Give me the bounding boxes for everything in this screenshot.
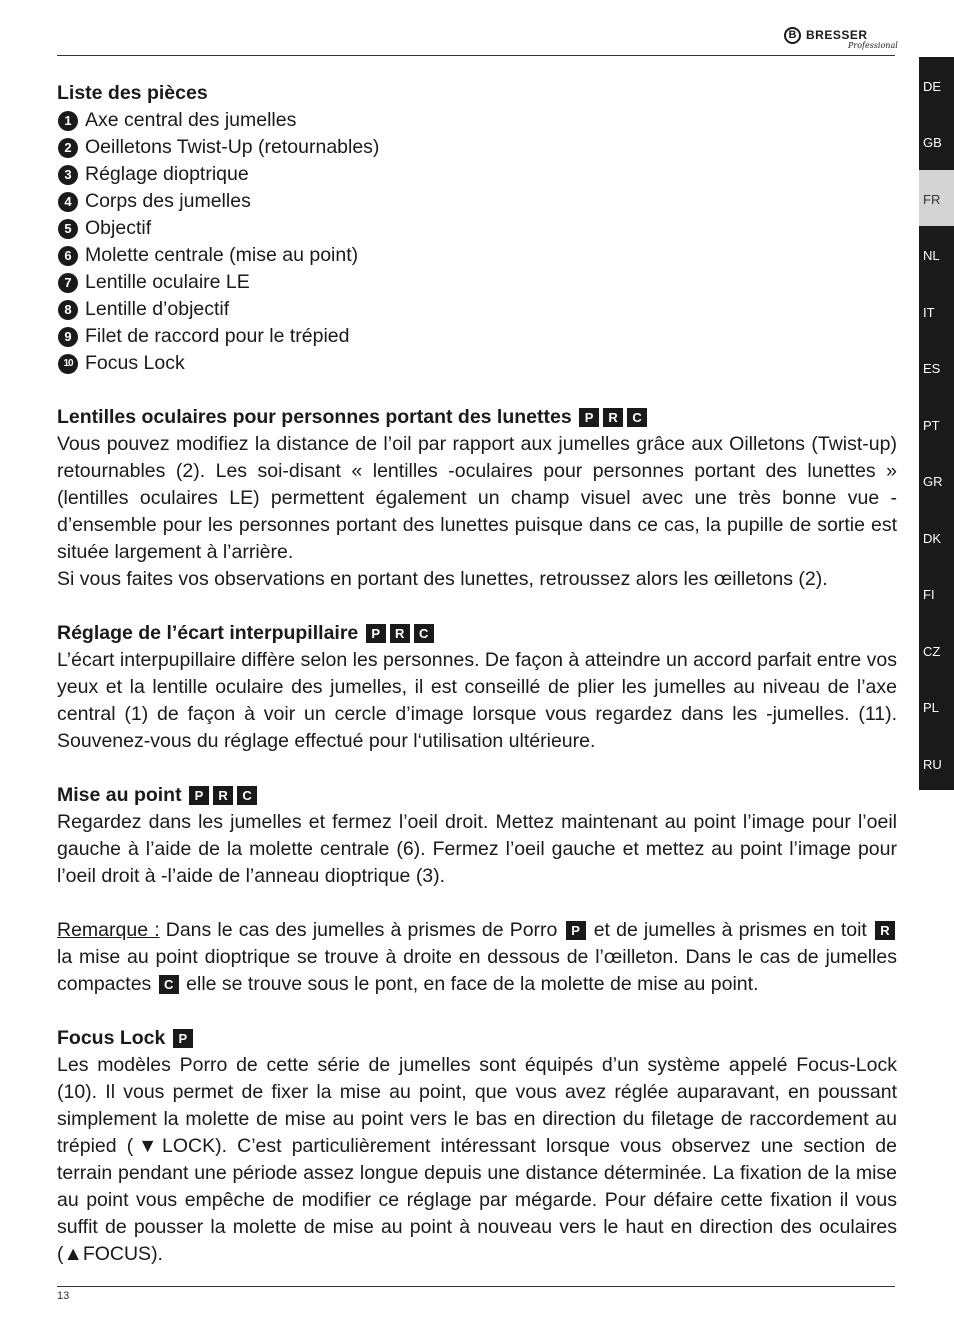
parts-list-item <box>57 134 897 161</box>
interpupillary-heading <box>57 620 897 647</box>
number-10-icon: 10 <box>58 354 78 374</box>
part-label: Lentille d’objectif <box>85 298 230 320</box>
part-label: Lentille oculaire LE <box>85 271 250 293</box>
parts-list-item <box>57 188 897 215</box>
part-label: Réglage dioptrique <box>85 163 249 185</box>
focus-lock-heading <box>57 1025 897 1052</box>
triangle-up-icon: ▲ <box>63 1243 83 1265</box>
part-label: Molette centrale (mise au point) <box>85 244 359 266</box>
parts-list-item <box>57 107 897 134</box>
remark-paragraph <box>57 917 897 998</box>
focus-heading <box>57 782 897 809</box>
lang-tab-pt[interactable]: PT <box>923 418 940 433</box>
compact-badge: C <box>159 975 179 994</box>
parts-list-title: Liste des pièces <box>57 82 208 104</box>
part-label: Corps des jumelles <box>85 190 251 212</box>
lang-tab-pl[interactable]: PL <box>923 700 939 715</box>
porro-badge: P <box>189 786 209 805</box>
porro-badge: P <box>579 408 599 427</box>
footer-rule <box>57 1286 895 1287</box>
remark-label: Remarque : <box>57 919 160 941</box>
roof-badge: R <box>213 786 233 805</box>
number-9-icon: 9 <box>58 327 78 347</box>
part-label: Objectif <box>85 217 152 239</box>
parts-list-item <box>57 323 897 350</box>
lang-tab-fr[interactable]: FR <box>919 170 954 226</box>
number-2-icon: 2 <box>58 138 78 158</box>
number-5-icon: 5 <box>58 219 78 239</box>
header-rule <box>57 55 895 56</box>
language-sidebar <box>919 57 954 790</box>
lock-label: LOCK <box>161 1135 216 1157</box>
parts-list-item <box>57 296 897 323</box>
compact-badge: C <box>627 408 647 427</box>
triangle-down-icon: ▼ <box>133 1135 162 1157</box>
logo-subtext: Professional <box>848 41 898 50</box>
roof-badge: R <box>875 921 895 940</box>
number-8-icon: 8 <box>58 300 78 320</box>
number-1-icon: 1 <box>58 111 78 131</box>
parts-list-item <box>57 269 897 296</box>
lang-tab-de[interactable]: DE <box>923 79 942 94</box>
focus-lock-text-1: Les modèles Porro de cette série de jumelles sont équipés d’un système appelé Focus-Lock (10). Il vous permet de fixer la mise au point, que vous avez réglée auparavant, en poussant simplement la molette de mise au point vers le bas en direction du filetage de raccordement au trépied ( <box>57 1054 897 1157</box>
interpupillary-paragraph: L’écart interpupillaire diffère selon les personnes. De façon à atteindre un accord parfait entre vos yeux et la lentille oculaire des jumelles, il est conseillé de plier les jumelles au niveau de l’axe central (1) de façon à voir un cercle d’image lorsque vous regardez dans les -jumelles. (11). Souvenez-vous du réglage effectué pour l‘utilisation ultérieure. <box>57 649 897 752</box>
porro-badge: P <box>566 921 586 940</box>
interpupillary-title: Réglage de l’écart interpupillaire <box>57 622 359 644</box>
compact-badge: C <box>414 624 434 643</box>
logo-text: BRESSER <box>806 28 868 42</box>
lang-tab-nl[interactable]: NL <box>923 248 940 263</box>
eyepieces-paragraph: Vous pouvez modifiez la distance de l’oil par rapport aux jumelles grâce aux Oilletons (Twist-up) retournables (2). Les soi-disant « lentilles -oculaires pour personnes portant des lunettes » (lentilles oculaires LE) permettent également un champ visuel avec une très bonne vue -d’ensemble pour les personnes portant des lunettes puisque dans ce cas, la pupille de sortie est située largement à l’arrière. <box>57 433 897 563</box>
page-content <box>57 80 897 1268</box>
focus-lock-text-3: ). <box>151 1243 163 1265</box>
lang-tab-ru[interactable]: RU <box>923 757 942 772</box>
eyepieces-heading <box>57 404 897 431</box>
bresser-logo <box>784 26 896 54</box>
focus-lock-title: Focus Lock <box>57 1027 166 1049</box>
roof-badge: R <box>603 408 623 427</box>
part-label: Focus Lock <box>85 352 185 374</box>
parts-list-item <box>57 161 897 188</box>
lang-tab-it[interactable]: IT <box>923 305 935 320</box>
page-number: 13 <box>57 1290 70 1302</box>
parts-list-item <box>57 350 897 377</box>
eyepieces-title: Lentilles oculaires pour personnes portant des lunettes <box>57 406 572 428</box>
focus-lock-text-2: ). C’est particulièrement intéressant lorsque vous observez une section de terrain pendant une période assez longue depuis une distance déterminée. La fixation de la mise au point vous empêche de modifier ce réglage par mégarde. Pour défaire cette fixation il vous suffit de pousser la molette de mise au point à nouveau vers le haut en direction des oculaires ( <box>57 1135 897 1265</box>
roof-badge: R <box>390 624 410 643</box>
number-4-icon: 4 <box>58 192 78 212</box>
parts-list-item <box>57 215 897 242</box>
lang-tab-cz[interactable]: CZ <box>923 644 941 659</box>
lang-tab-dk[interactable]: DK <box>923 531 942 546</box>
remark-text-1: Dans le cas des jumelles à prismes de Porro <box>159 919 564 941</box>
number-3-icon: 3 <box>58 165 78 185</box>
focus-title: Mise au point <box>57 784 182 806</box>
bresser-logo-icon: B <box>784 27 801 44</box>
number-7-icon: 7 <box>58 273 78 293</box>
part-label: Axe central des jumelles <box>85 109 297 131</box>
eyepieces-paragraph-2: Si vous faites vos observations en portant des lunettes, retroussez alors les œilletons (2). <box>57 568 828 590</box>
parts-list-item <box>57 242 897 269</box>
lang-tab-fi[interactable]: FI <box>923 587 935 602</box>
focus-paragraph: Regardez dans les jumelles et fermez l’oeil droit. Mettez maintenant au point l’image pour l’oeil gauche à l’aide de la molette centrale (6). Fermez l’oeil gauche et mettez au point l’image pour l’oeil droit à -l’aide de l’anneau dioptrique (3). <box>57 811 897 887</box>
lang-tab-gr[interactable]: GR <box>923 474 943 489</box>
part-label: Filet de raccord pour le trépied <box>85 325 350 347</box>
number-6-icon: 6 <box>58 246 78 266</box>
remark-text-4: elle se trouve sous le pont, en face de la molette de mise au point. <box>180 973 759 995</box>
remark-text-3: la mise au point dioptrique se trouve à droite en dessous de l’œilleton. Dans le cas de jumelles compactes <box>57 946 897 995</box>
part-label: Oeilletons Twist-Up (retournables) <box>85 136 380 158</box>
focus-label: FOCUS <box>82 1243 152 1265</box>
focus-lock-paragraph <box>57 1052 897 1268</box>
compact-badge: C <box>237 786 257 805</box>
porro-badge: P <box>173 1029 193 1048</box>
porro-badge: P <box>366 624 386 643</box>
lang-tab-es[interactable]: ES <box>923 361 941 376</box>
remark-text-2: et de jumelles à prismes en toit <box>587 919 873 941</box>
lang-tab-gb[interactable]: GB <box>923 135 942 150</box>
